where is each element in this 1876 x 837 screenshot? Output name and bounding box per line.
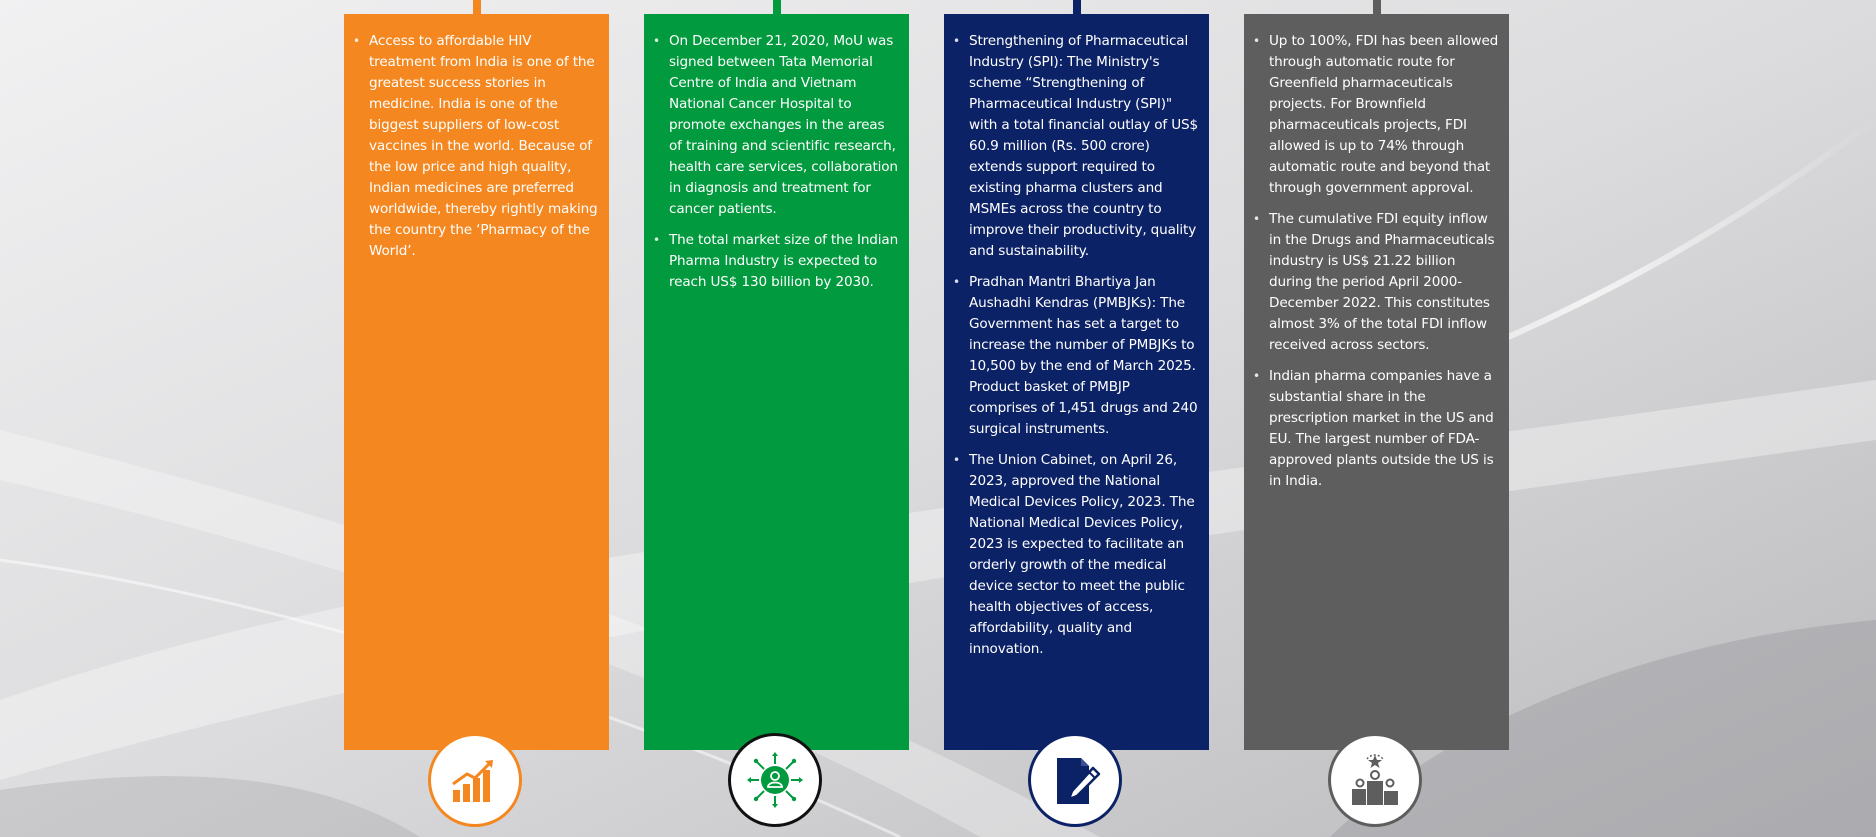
card-connector-4 [1373,0,1381,14]
bullet-item: • On December 21, 2020, MoU was signed between Tata Memorial Centre of India and Vietnam National Cancer Hospital to promote exchanges in the areas of training and scientific research, health care services, collaboration in diagnosis and treatment for cancer patients. [652,31,899,220]
icon-circle-1 [428,733,522,827]
bullet-item: • Up to 100%, FDI has been allowed through automatic route for Greenfield pharmaceuticals projects. For Brownfield pharmaceuticals projects, FDI allowed is up to 74% through automatic route and beyond that through government approval. [1252,31,1499,199]
bullet-item: • The Union Cabinet, on April 26, 2023, approved the National Medical Devices Policy, 2023. The National Medical Devices Policy, 2023 is expected to facilitate an orderly growth of the medical device sector to meet the public health objectives of access, affordability, quality and innovation. [952,450,1199,660]
card-connector-3 [1073,0,1081,14]
bullet-item: • Pradhan Mantri Bhartiya Jan Aushadhi Kendras (PMBJKs): The Government has set a target to increase the number of PMBJKs to 10,500 by the end of March 2025. Product basket of PMBJP comprises of 1,451 drugs and 240 surgical instruments. [952,272,1199,440]
bullet-item: • The total market size of the Indian Pharma Industry is expected to reach US$ 130 billion by 2030. [652,230,899,293]
podium-ranking-icon [1346,751,1404,809]
icon-circle-2 [728,733,822,827]
info-card-mou-market-size [644,14,909,750]
bullet-list [652,31,899,293]
card-connector-2 [773,0,781,14]
info-card-hiv-treatment [344,14,609,750]
bullet-list [352,31,599,262]
icon-circle-4 [1328,733,1422,827]
bullet-item: • The cumulative FDI equity inflow in the Drugs and Pharmaceuticals industry is US$ 21.22 billion during the period April 2000-December 2022. This constitutes almost 3% of the total FDI inflow received across sectors. [1252,209,1499,356]
document-pen-icon [1047,752,1103,808]
card-connector-1 [473,0,481,14]
info-card-government-schemes [944,14,1209,750]
bullet-item: • Strengthening of Pharmaceutical Industry (SPI): The Ministry's scheme “Strengthening of Pharmaceutical Industry (SPI)" with a total financial outlay of US$ 60.9 million (Rs. 500 crore) extends support required to existing pharma clusters and MSMEs across the country to improve their productivity, quality and sustainability. [952,31,1199,262]
bullet-list [952,31,1199,660]
icon-circle-3 [1028,733,1122,827]
growth-chart-icon [449,754,501,806]
bullet-list [1252,31,1499,492]
info-card-fdi [1244,14,1509,750]
bullet-item: • Indian pharma companies have a substantial share in the prescription market in the US and EU. The largest number of FDA-approved plants outside the US is in India. [1252,366,1499,492]
network-person-icon [746,751,804,809]
bullet-item: • Access to affordable HIV treatment from India is one of the greatest success stories in medicine. India is one of the biggest suppliers of low-cost vaccines in the world. Because of the low price and high quality, Indian medicines are preferred worldwide, thereby rightly making the country the ‘Pharmacy of the World’. [352,31,599,262]
